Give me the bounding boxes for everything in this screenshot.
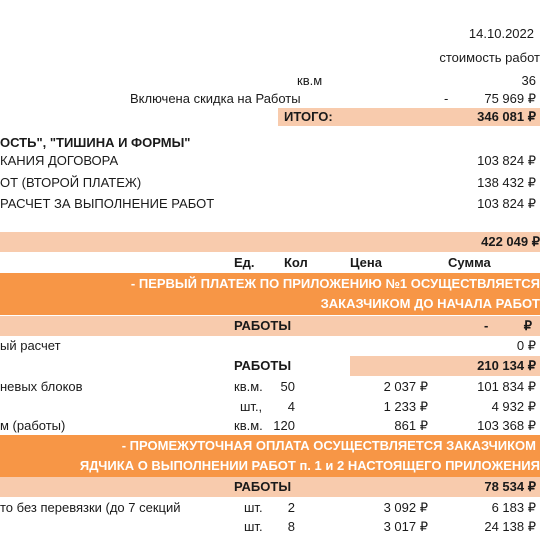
item-unit: шт.,: [240, 399, 263, 414]
summary-total: 422 049 ₽: [481, 234, 540, 249]
total-label: ИТОГО:: [284, 109, 333, 124]
banner-first-line1: - ПЕРВЫЙ ПЛАТЕЖ ПО ПРИЛОЖЕНИЮ №1 ОСУЩЕСТВЛЯЕТСЯ: [130, 276, 540, 291]
col-price: Цена: [350, 255, 382, 270]
calc-row-label: ый расчет: [0, 338, 61, 353]
item-unit: кв.м.: [234, 418, 263, 433]
section-label: РАБОТЫ: [234, 318, 292, 333]
item-price: 3 017 ₽: [383, 519, 428, 534]
section-dash: -: [484, 318, 489, 333]
item-qty: 50: [280, 379, 295, 394]
date-label: 14.10.2022: [468, 26, 534, 41]
item-name: невых блоков: [0, 379, 83, 394]
section-label: РАБОТЫ: [234, 479, 292, 494]
payment-row-value: 103 824 ₽: [477, 153, 536, 168]
section-currency: ₽: [523, 318, 532, 333]
discount-value: 75 969 ₽: [484, 91, 536, 106]
section-value: 210 134 ₽: [477, 358, 536, 373]
item-sum: 101 834 ₽: [477, 379, 536, 394]
item-price: 861 ₽: [394, 418, 428, 433]
summary-band: [0, 232, 540, 252]
col-unit: Ед.: [234, 255, 255, 270]
col-sum: Сумма: [448, 255, 491, 270]
item-unit: кв.м.: [234, 379, 263, 394]
area-value: 36: [521, 73, 536, 88]
item-name: м (работы): [0, 418, 66, 433]
item-sum: 6 183 ₽: [491, 500, 536, 515]
calc-row-value: 0 ₽: [516, 338, 536, 353]
unit-label: кв.м: [297, 73, 323, 88]
payment-row-label: РАСЧЕТ ЗА ВЫПОЛНЕНИЕ РАБОТ: [0, 196, 215, 211]
payment-row-value: 138 432 ₽: [477, 175, 536, 190]
discount-dash: -: [444, 91, 449, 106]
item-price: 1 233 ₽: [383, 399, 428, 414]
item-price: 2 037 ₽: [383, 379, 428, 394]
payment-row-label: ОТ (ВТОРОЙ ПЛАТЕЖ): [0, 175, 142, 190]
item-sum: 24 138 ₽: [484, 519, 536, 534]
section-value: 78 534 ₽: [484, 479, 536, 494]
col-qty: Кол: [284, 255, 308, 270]
total-value: 346 081 ₽: [477, 109, 536, 124]
item-qty: 120: [273, 418, 295, 433]
banner-interim-line1: - ПРОМЕЖУТОЧНАЯ ОПЛАТА ОСУЩЕСТВЛЯЕТСЯ ЗАКАЗЧИКОМ: [121, 438, 536, 453]
payments-title: ОСТЬ", "ТИШИНА И ФОРМЫ": [0, 135, 191, 150]
item-unit: шт.: [244, 519, 263, 534]
item-name: то без перевязки (до 7 секций: [0, 500, 181, 515]
item-unit: шт.: [244, 500, 263, 515]
banner-interim-line2: ЯДЧИКА О ВЫПОЛНЕНИИ РАБОТ п. 1 и 2 НАСТОЯЩЕГО ПРИЛОЖЕНИЯ: [79, 458, 540, 473]
item-sum: 4 932 ₽: [491, 399, 536, 414]
item-qty: 4: [287, 399, 295, 414]
item-sum: 103 368 ₽: [477, 418, 536, 433]
payment-row-value: 103 824 ₽: [477, 196, 536, 211]
item-qty: 8: [287, 519, 295, 534]
banner-first-line2: ЗАКАЗЧИКОМ ДО НАЧАЛА РАБОТ: [320, 296, 540, 311]
item-qty: 2: [287, 500, 295, 515]
cost-label: стоимость работ: [439, 50, 540, 65]
section-label: РАБОТЫ: [234, 358, 292, 373]
payment-row-label: КАНИЯ ДОГОВОРА: [0, 153, 119, 168]
item-price: 3 092 ₽: [383, 500, 428, 515]
discount-label: Включена скидка на Работы: [130, 91, 301, 106]
